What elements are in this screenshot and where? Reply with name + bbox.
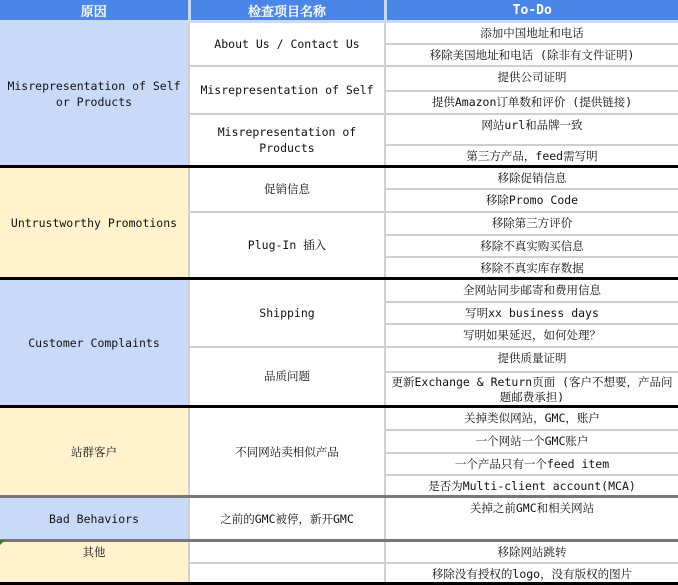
item-cell: Shipping bbox=[189, 279, 385, 347]
item-cell: Misrepresentation of Self bbox=[189, 66, 385, 114]
table-row bbox=[0, 279, 678, 302]
todo-cell: 关掉类似网站，GMC，账户 bbox=[385, 407, 678, 430]
header-todo: To-Do bbox=[385, 0, 678, 22]
table-row bbox=[0, 541, 678, 563]
todo-cell: 一个网站一个GMC账户 bbox=[385, 430, 678, 453]
reason-cell: 站群客户 bbox=[0, 407, 189, 497]
todo-cell: 移除网站跳转 bbox=[385, 541, 678, 563]
todo-cell: 提供Amazon订单数和评价 (提供链接) bbox=[385, 91, 678, 114]
item-cell bbox=[189, 541, 385, 563]
todo-cell: 网站url和品牌一致 bbox=[385, 114, 678, 145]
header-row bbox=[0, 0, 678, 22]
table-row bbox=[0, 497, 678, 541]
item-cell: 促销信息 bbox=[189, 167, 385, 212]
todo-cell: 移除Promo Code bbox=[385, 189, 678, 212]
todo-cell: 提供公司证明 bbox=[385, 66, 678, 91]
todo-cell: 关掉之前GMC和相关网站 bbox=[385, 497, 678, 541]
todo-cell: 更新Exchange & Return页面 (客户不想要，产品问题邮费承担) bbox=[385, 372, 678, 407]
table-row bbox=[0, 407, 678, 430]
reason-cell: Untrustworthy Promotions bbox=[0, 167, 189, 279]
item-cell: Misrepresentation of Products bbox=[189, 114, 385, 167]
todo-cell: 全网站同步邮寄和费用信息 bbox=[385, 279, 678, 302]
header-reason: 原因 bbox=[0, 0, 189, 22]
todo-cell: 移除美国地址和电话 (除非有文件证明) bbox=[385, 44, 678, 66]
item-cell: 不同网站卖相似产品 bbox=[189, 407, 385, 497]
item-cell bbox=[189, 563, 385, 584]
todo-cell: 第三方产品，feed需写明 bbox=[385, 145, 678, 167]
header-item: 检查项目名称 bbox=[189, 0, 385, 22]
todo-cell: 添加中国地址和电话 bbox=[385, 22, 678, 44]
todo-cell: 移除没有授权的logo，没有版权的图片 bbox=[385, 563, 678, 584]
table-row bbox=[0, 167, 678, 189]
item-cell: 品质问题 bbox=[189, 347, 385, 407]
item-cell: Plug-In 插入 bbox=[189, 212, 385, 279]
reason-cell: Misrepresentation of Self or Products bbox=[0, 22, 189, 167]
todo-cell: 一个产品只有一个feed item bbox=[385, 453, 678, 475]
item-cell: 之前的GMC被停，新开GMC bbox=[189, 497, 385, 541]
todo-cell: 移除不真实购买信息 bbox=[385, 235, 678, 257]
reason-cell: Bad Behaviors bbox=[0, 497, 189, 541]
item-cell: About Us / Contact Us bbox=[189, 22, 385, 66]
todo-cell: 写明xx business days bbox=[385, 302, 678, 324]
reason-cell: Customer Complaints bbox=[0, 279, 189, 407]
todo-cell: 移除不真实库存数据 bbox=[385, 257, 678, 279]
table-row bbox=[0, 22, 678, 44]
reason-cell: 其他 bbox=[0, 541, 189, 584]
todo-cell: 移除促销信息 bbox=[385, 167, 678, 189]
todo-cell: 移除第三方评价 bbox=[385, 212, 678, 235]
todo-cell: 是否为Multi-client account(MCA) bbox=[385, 475, 678, 497]
todo-cell: 提供质量证明 bbox=[385, 347, 678, 372]
cell-comment-marker-icon bbox=[0, 540, 5, 545]
todo-cell: 写明如果延迟，如何处理？ bbox=[385, 324, 678, 347]
